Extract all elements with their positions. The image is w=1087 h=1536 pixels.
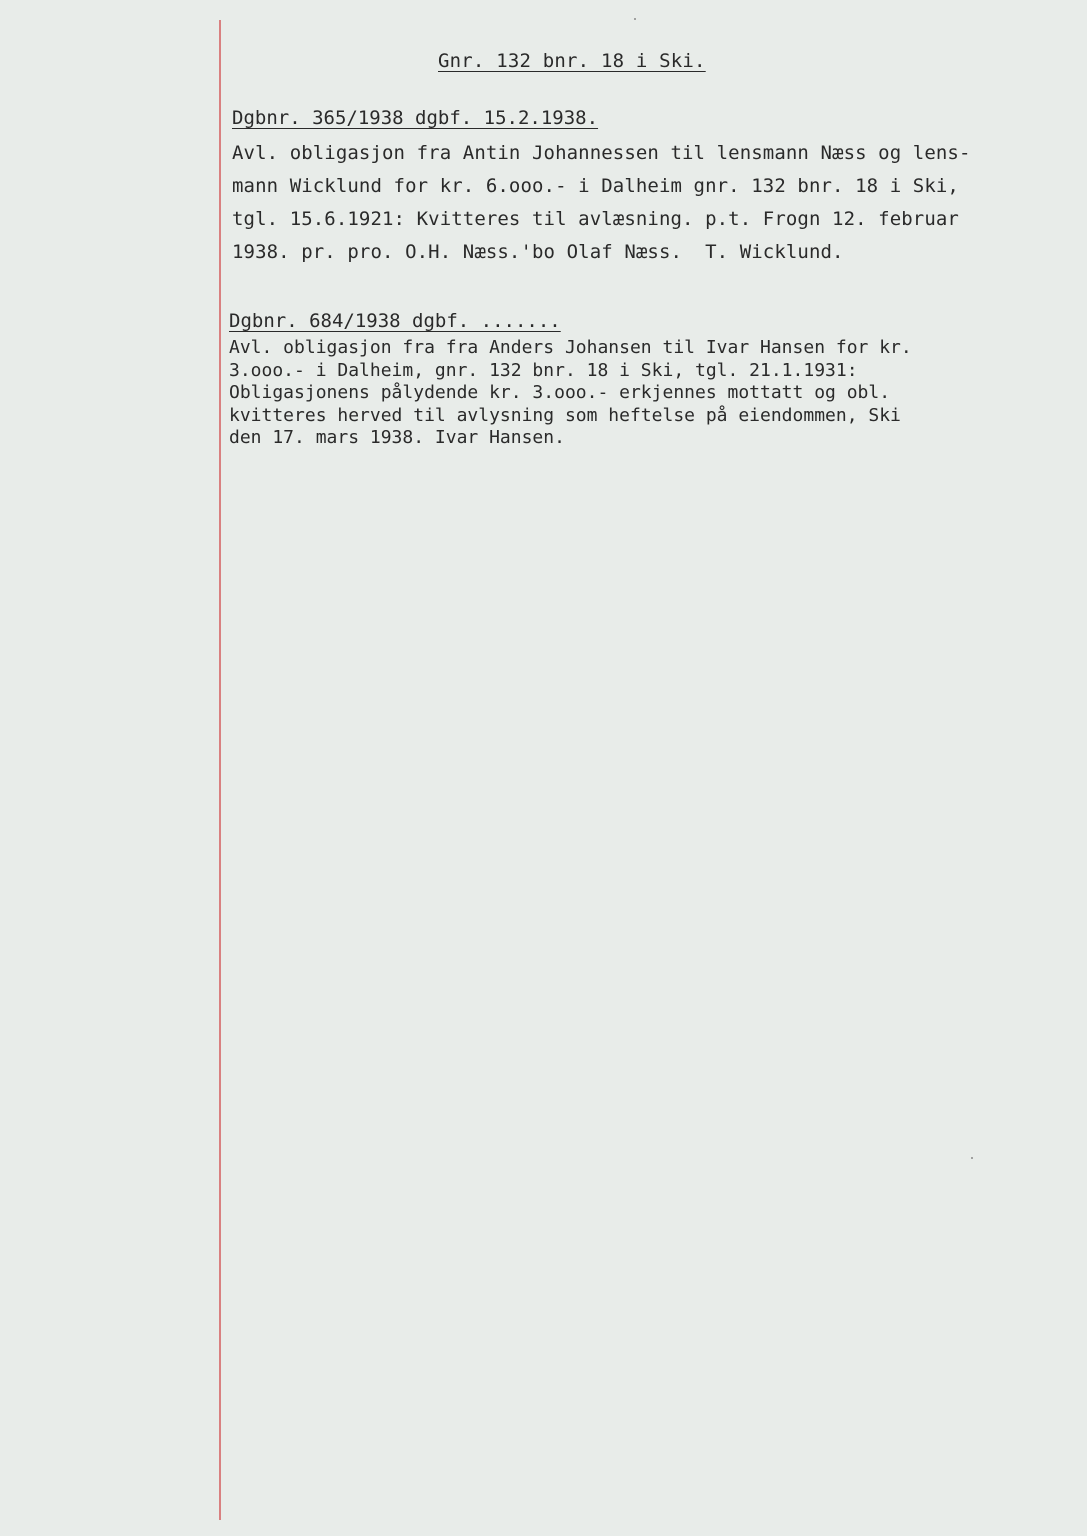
entry-1-line: Avl. obligasjon fra Antin Johannessen til lensmann Næss og lens-	[232, 142, 971, 164]
paper-speck	[971, 1157, 973, 1159]
margin-rule	[219, 20, 221, 1520]
entry-1-line: mann Wicklund for kr. 6.ooo.- i Dalheim gnr. 132 bnr. 18 i Ski,	[232, 175, 959, 197]
paper-speck	[634, 18, 636, 20]
entry-1-line: tgl. 15.6.1921: Kvitteres til avlæsning. p.t. Frogn 12. februar	[232, 208, 959, 230]
entry-1-line: 1938. pr. pro. O.H. Næss.'bo Olaf Næss. T. Wicklund.	[232, 241, 844, 263]
entry-1-body	[232, 137, 971, 269]
entry-2-line: kvitteres herved til avlysning som heftelse på eiendommen, Ski	[229, 404, 901, 426]
entry-2-line: den 17. mars 1938. Ivar Hansen.	[229, 427, 565, 448]
entry-2-line: Obligasjonens pålydende kr. 3.ooo.- erkjennes mottatt og obl.	[229, 382, 891, 403]
entry-2-title: Dgbnr. 684/1938 dgbf. .......	[229, 310, 561, 332]
entry-2-line: Avl. obligasjon fra fra Anders Johansen til Ivar Hansen for kr.	[229, 337, 912, 358]
entry-1-title: Dgbnr. 365/1938 dgbf. 15.2.1938.	[232, 107, 599, 129]
entry-2-body	[229, 337, 912, 450]
page-header: Gnr. 132 bnr. 18 i Ski.	[438, 50, 706, 72]
entry-2-line: 3.ooo.- i Dalheim, gnr. 132 bnr. 18 i Ski, tgl. 21.1.1931:	[229, 359, 858, 381]
